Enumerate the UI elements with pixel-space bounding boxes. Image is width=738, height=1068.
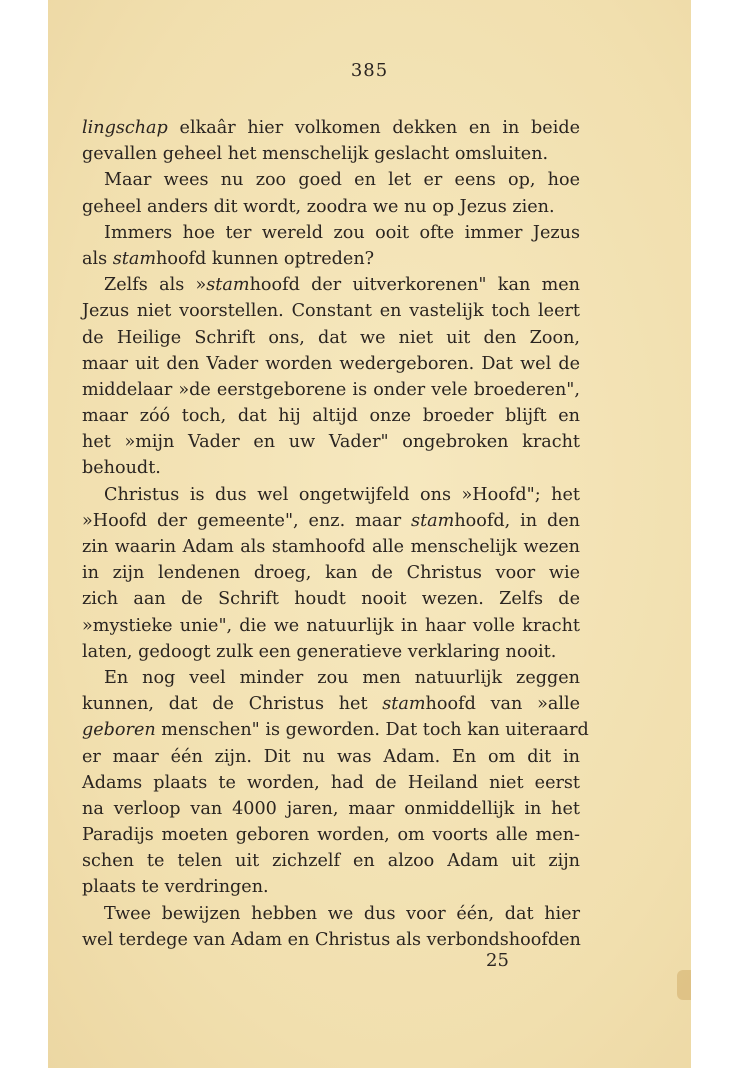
text-line [82, 246, 580, 272]
text-line [82, 455, 580, 481]
text-span: elkaâr hier volkomen dekken en in beide [167, 118, 580, 138]
text-span: zich aan de Schrift houdt nooit wezen. Zelfs de [82, 589, 580, 610]
text-span: wel terdege van Adam en Christus als verbondshoofden [82, 929, 581, 950]
text-span: maar zóó toch, dat hij altijd onze broeder blijft en [82, 406, 580, 427]
text-line [82, 429, 580, 455]
text-span: kunnen, dat de Christus het [82, 694, 383, 715]
text-span: geheel anders dit wordt, zoodra we nu op Jezus zien. [82, 196, 555, 217]
text-line [82, 848, 580, 874]
text-span: hoofd van »alle [425, 694, 580, 715]
text-span: »Hoofd der gemeente", enz. maar [82, 510, 412, 531]
text-line [82, 351, 580, 377]
text-span: middelaar »de eerstgeborene is onder vele broederen", [82, 379, 580, 400]
text-span: het »mijn Vader en uw Vader" ongebroken kracht [82, 432, 580, 453]
text-line [82, 901, 580, 927]
page-edge-stain [677, 970, 691, 1000]
italic-text: stam [206, 275, 250, 296]
italic-text: stam [411, 510, 455, 531]
text-line [82, 325, 580, 351]
text-line [82, 691, 580, 717]
text-span: laten, gedoogt zulk een generatieve verklaring nooit. [82, 641, 557, 662]
text-span: Immers hoe ter wereld zou ooit ofte immer Jezus [104, 222, 580, 243]
text-line [82, 586, 580, 612]
italic-text: stam [382, 694, 426, 715]
text-line [82, 141, 580, 167]
text-line [82, 770, 580, 796]
text-span: Jezus niet voorstellen. Constant en vastelijk toch leert [82, 301, 580, 322]
text-line [82, 220, 580, 246]
text-line [82, 508, 580, 534]
text-span: Paradijs moeten geboren worden, om voorts alle men- [82, 825, 580, 846]
italic-text: lingschap [82, 118, 168, 138]
text-span: Twee bewijzen hebben we dus voor één, dat hier [104, 903, 580, 924]
text-line [82, 115, 580, 141]
text-line [82, 482, 580, 508]
italic-text: geboren [82, 720, 156, 741]
text-span: En nog veel minder zou men natuurlijk zeggen [104, 667, 580, 688]
text-line [82, 639, 580, 665]
text-span: in zijn lendenen droeg, kan de Christus voor wie [82, 563, 580, 584]
book-page [48, 0, 691, 1068]
text-span: maar uit den Vader worden wedergeboren. Dat wel de [82, 353, 580, 374]
text-line [82, 744, 580, 770]
text-span: er maar één zijn. Dit nu was Adam. En om dit in [82, 746, 580, 767]
text-span: Christus is dus wel ongetwijfeld ons »Hoofd"; het [104, 484, 580, 505]
text-span: »mystieke unie", die we natuurlijk in haar volle kracht [82, 615, 580, 636]
text-line [82, 613, 580, 639]
signature-mark: 25 [486, 950, 509, 971]
text-span: zin waarin Adam als stamhoofd alle menschelijk wezen [82, 537, 580, 557]
text-line [82, 665, 580, 691]
text-span: schen te telen uit zichzelf en alzoo Adam uit zijn [82, 851, 580, 872]
italic-text: stam [112, 248, 157, 269]
text-span: hoofd, in den [454, 510, 580, 531]
text-span: hoofd der uitverkorenen" kan men [249, 275, 580, 296]
text-line [82, 194, 580, 220]
text-line [82, 377, 580, 403]
text-span: de Heilige Schrift ons, dat we niet uit den Zoon, [82, 327, 580, 348]
text-line [82, 403, 580, 429]
text-span: hoofd kunnen optreden? [156, 248, 375, 269]
text-line [82, 534, 580, 560]
text-line [82, 796, 580, 822]
text-span: menschen" is geworden. Dat toch kan uiteraard [155, 720, 589, 741]
text-span: Adams plaats te worden, had de Heiland niet eerst [82, 772, 580, 793]
text-span: als [82, 248, 113, 269]
text-line [82, 298, 580, 324]
text-span: Maar wees nu zoo goed en let er eens op, hoe [104, 170, 580, 191]
text-span: plaats te verdringen. [82, 877, 269, 898]
text-span: gevallen geheel het menschelijk geslacht omsluiten. [82, 144, 549, 165]
text-line [82, 560, 580, 586]
text-line [82, 167, 580, 193]
text-span: Zelfs als » [104, 275, 207, 296]
text-line [82, 874, 580, 900]
text-line [82, 272, 580, 298]
text-span: behoudt. [82, 458, 161, 479]
body-text [82, 115, 589, 953]
text-line [82, 717, 589, 743]
page-number: 385 [350, 60, 389, 81]
text-line [82, 822, 580, 848]
text-span: na verloop van 4000 jaren, maar onmiddellijk in het [82, 798, 580, 819]
